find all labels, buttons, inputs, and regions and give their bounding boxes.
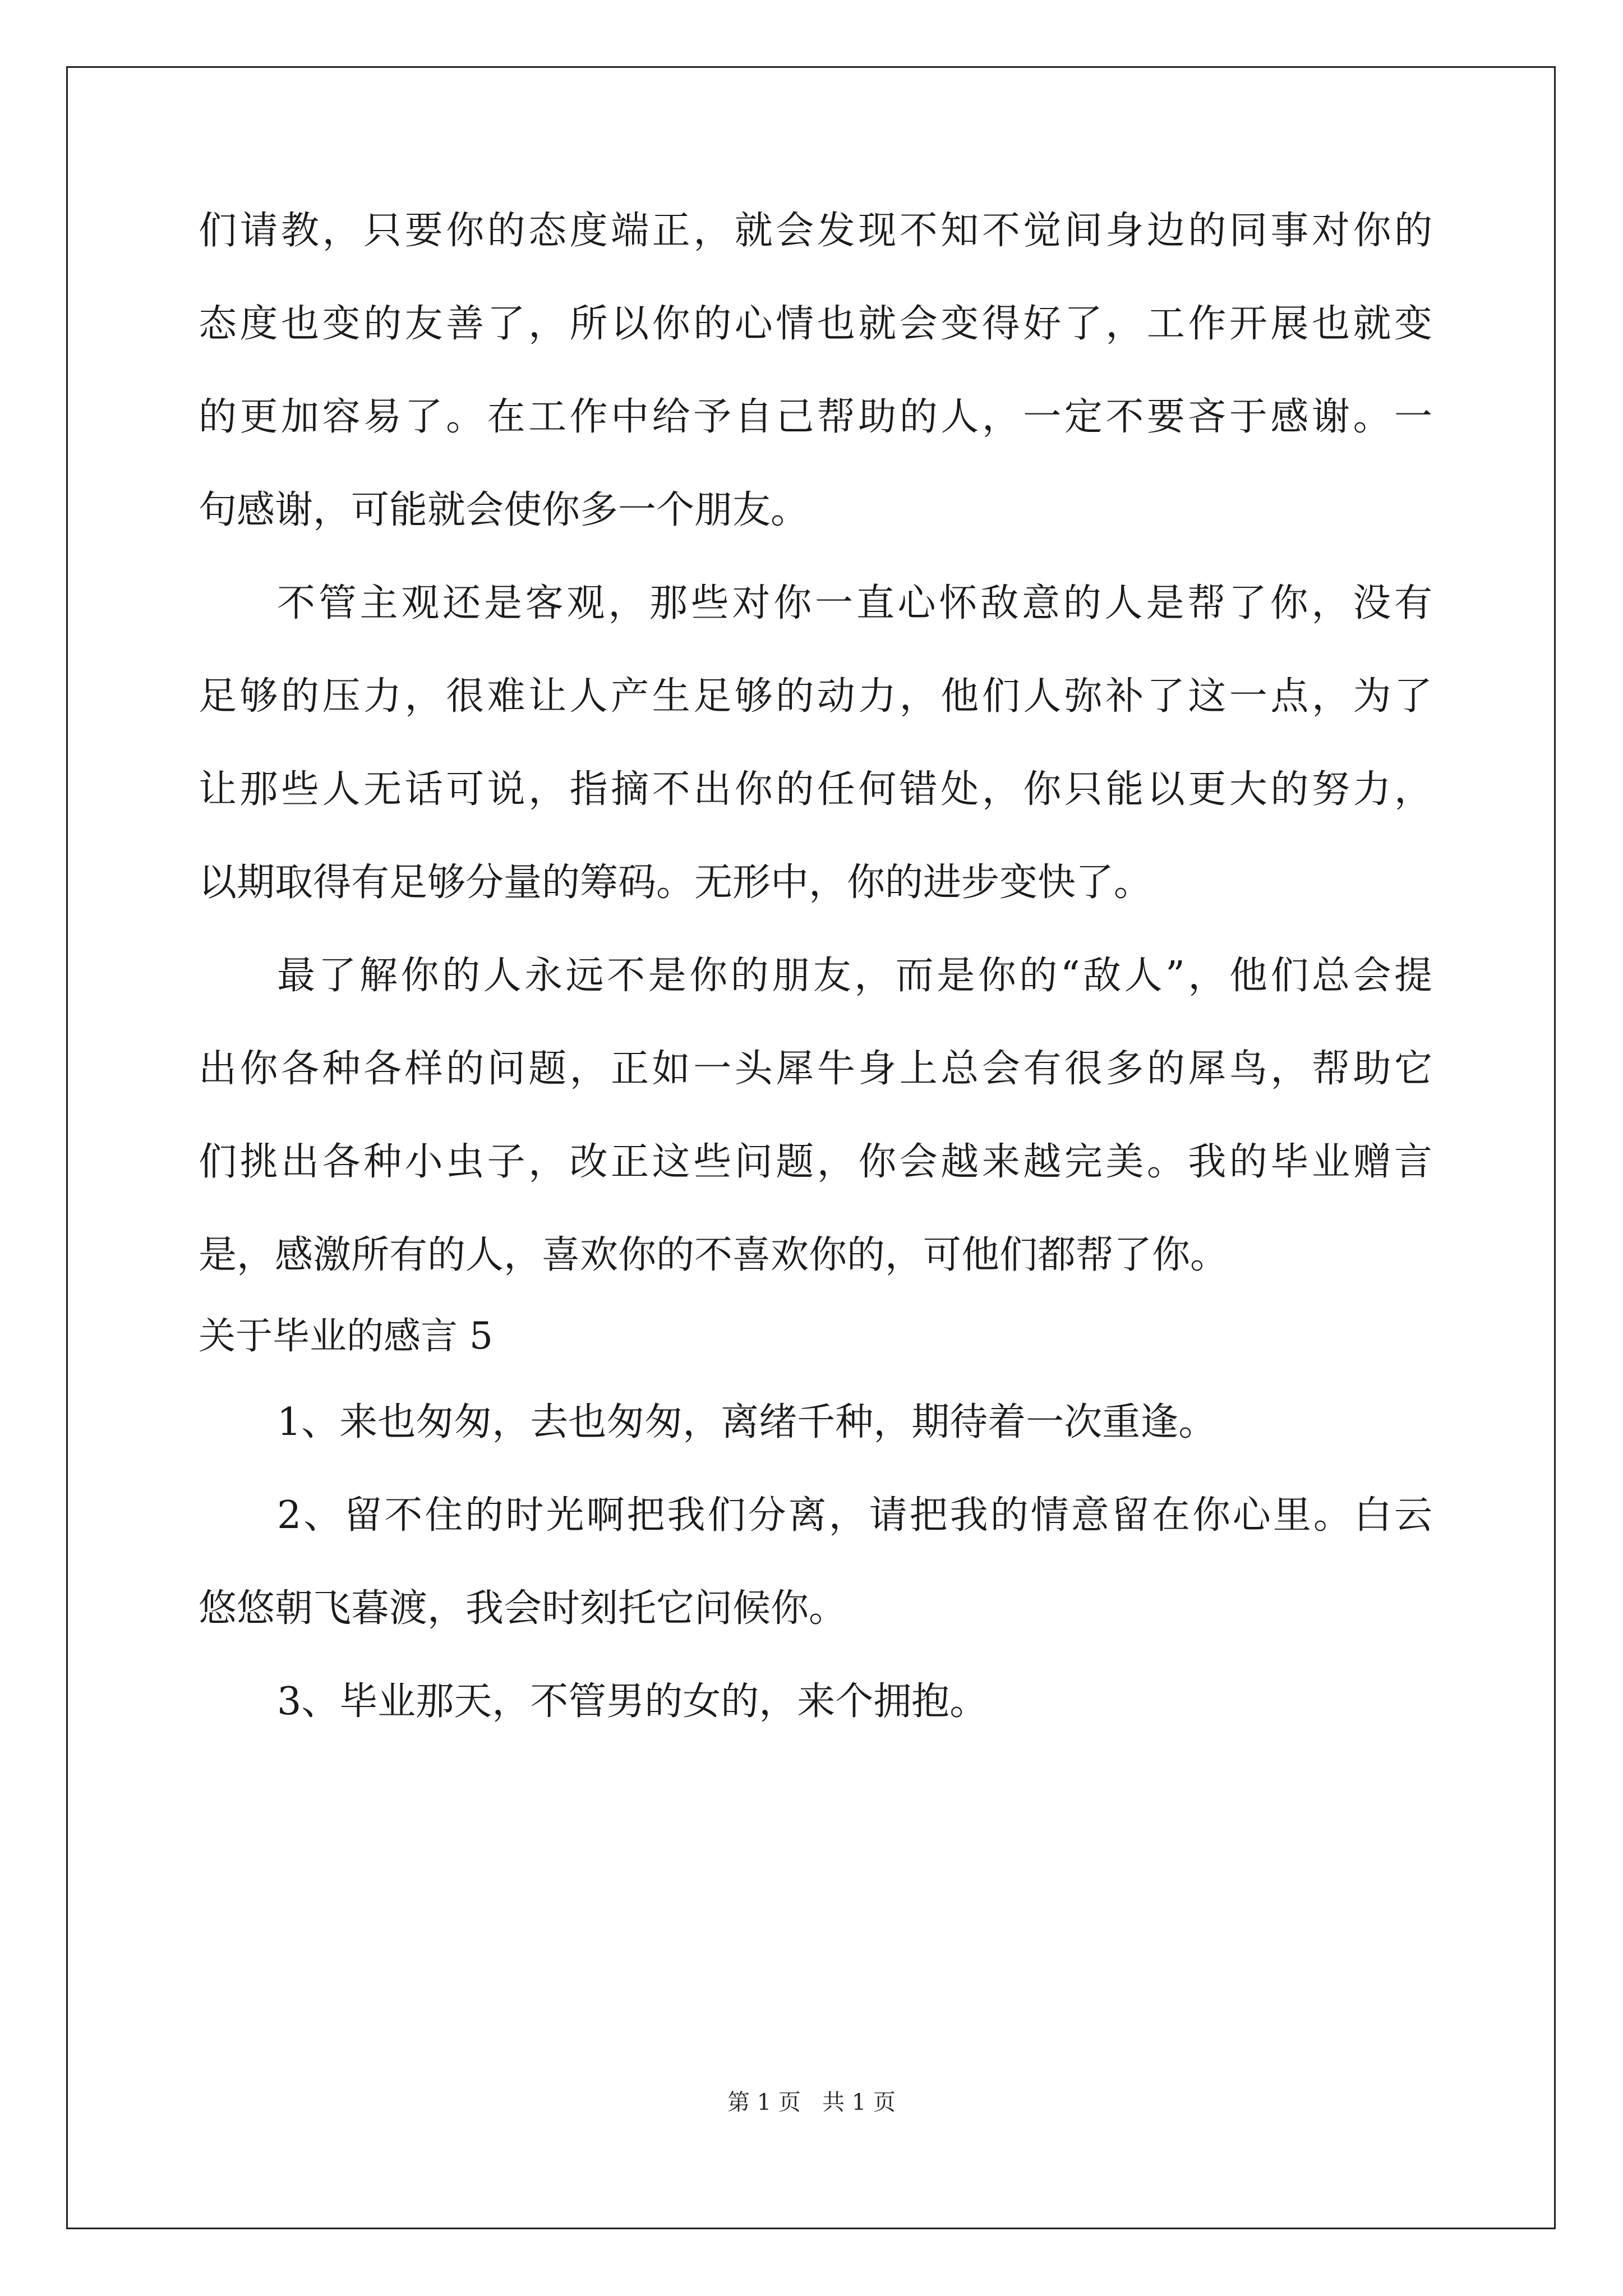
paragraph-line: 们挑出各种小虫子，改正这些问题，你会越来越完美。我的毕业赠言 [199,1140,1432,1184]
list-item: 3、毕业那天，不管男的女的，来个拥抱。 [277,1680,988,1724]
list-item: 2、留不住的时光啊把我们分离，请把我的情意留在你心里。白云 [277,1493,1432,1538]
paragraph-line: 不管主观还是客观，那些对你一直心怀敌意的人是帮了你，没有 [277,581,1432,625]
page-number-footer: 第 1 页 共 1 页 [727,2090,896,2115]
paragraph-line: 的更加容易了。在工作中给予自己帮助的人，一定不要吝于感谢。一 [199,395,1432,439]
paragraph-line: 是，感激所有的人，喜欢你的不喜欢你的，可他们都帮了你。 [199,1233,1229,1277]
paragraph-line: 足够的压力，很难让人产生足够的动力，他们人弥补了这一点，为了 [199,674,1432,719]
paragraph-line: 以期取得有足够分量的筹码。无形中，你的进步变快了。 [199,861,1152,905]
paragraph-line: 态度也变的友善了，所以你的心情也就会变得好了，工作开展也就变 [199,302,1432,346]
paragraph-line: 们请教，只要你的态度端正，就会发现不知不觉间身边的同事对你的 [199,209,1432,253]
paragraph-line: 让那些人无话可说，指摘不出你的任何错处，你只能以更大的努力， [199,767,1432,812]
list-item-continuation: 悠悠朝飞暮渡，我会时刻托它问候你。 [199,1586,847,1631]
section-heading: 关于毕业的感言 5 [199,1314,493,1358]
list-item: 1、来也匆匆，去也匆匆，离绪千种，期待着一次重逢。 [277,1400,1217,1444]
paragraph-line: 最了解你的人永远不是你的朋友，而是你的“敌人”，他们总会提 [277,954,1432,998]
paragraph-line: 出你各种各样的问题，正如一头犀牛身上总会有很多的犀鸟，帮助它 [199,1047,1432,1091]
paragraph-line: 句感谢，可能就会使你多一个朋友。 [199,488,809,532]
